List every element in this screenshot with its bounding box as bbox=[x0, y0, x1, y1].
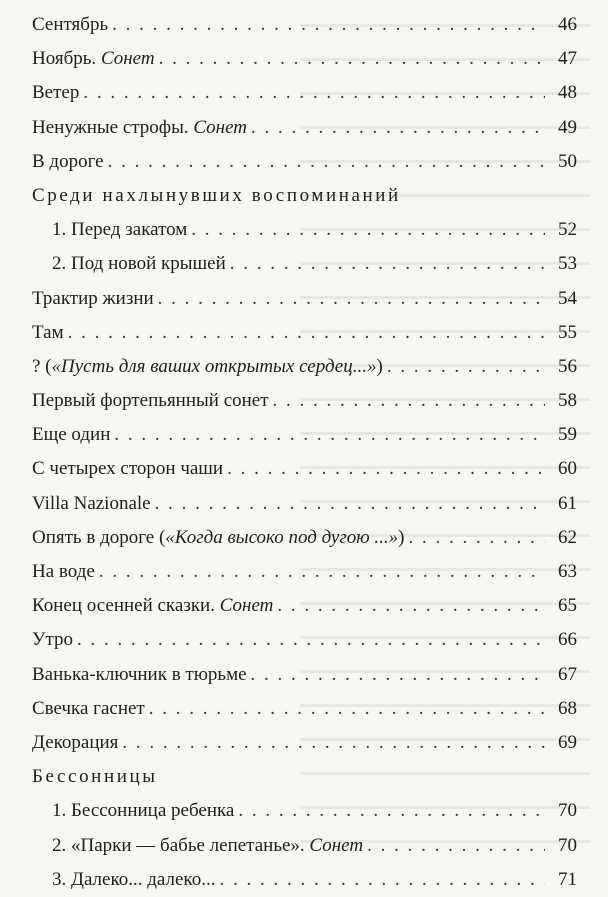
toc-leader-dots bbox=[251, 658, 545, 692]
toc-entry-title bbox=[32, 555, 95, 589]
toc-entry bbox=[32, 350, 577, 384]
toc-page-number: 70 bbox=[558, 834, 577, 856]
toc-entry bbox=[32, 247, 577, 281]
toc-entry-title bbox=[32, 8, 108, 42]
toc-entry bbox=[32, 794, 577, 828]
toc-page-number: 59 bbox=[558, 424, 577, 446]
toc-leader-dots bbox=[251, 111, 545, 145]
toc-entry-title bbox=[52, 794, 234, 828]
toc-entry bbox=[32, 623, 577, 657]
toc-entry-title-text: В дороге bbox=[32, 150, 104, 172]
toc-page-number: 61 bbox=[558, 492, 577, 514]
toc-entry-title bbox=[52, 829, 363, 863]
toc-leader-dots bbox=[122, 726, 545, 760]
toc-entry-title-text: Сентябрь bbox=[32, 14, 109, 35]
toc-leader-dots bbox=[273, 384, 545, 418]
toc-entry-title bbox=[32, 760, 158, 794]
toc-entry bbox=[32, 8, 577, 42]
toc-entry-title-text: 2. «Парки — бабье лепетанье». bbox=[52, 834, 310, 856]
toc-page-number: 48 bbox=[558, 82, 577, 104]
toc-page-number: 69 bbox=[558, 731, 577, 753]
toc-entry-title bbox=[32, 111, 247, 145]
toc-leader-dots bbox=[367, 829, 545, 863]
toc-entry-title-text: Ненужные строфы. bbox=[32, 116, 194, 138]
toc-entry bbox=[32, 282, 577, 316]
toc-leader-dots bbox=[68, 316, 545, 350]
toc-entry-title-tail: ) bbox=[376, 355, 383, 377]
toc-entry-title bbox=[32, 487, 151, 521]
toc-entry bbox=[32, 452, 577, 486]
toc-leader-dots bbox=[230, 247, 545, 281]
toc-entry bbox=[32, 487, 577, 521]
toc-entry-title bbox=[52, 247, 226, 281]
toc-entry bbox=[32, 555, 577, 589]
toc-page-number: 60 bbox=[558, 458, 577, 480]
toc-entry-title-text: Бессонницы bbox=[32, 766, 158, 788]
toc-page-number: 47 bbox=[558, 48, 577, 70]
toc-entry-title-text: С четырех сторон чаши bbox=[32, 458, 224, 480]
toc-leader-dots bbox=[108, 145, 545, 179]
toc-section-heading bbox=[32, 179, 577, 213]
toc-entry bbox=[32, 76, 577, 110]
toc-entry-title bbox=[32, 179, 401, 213]
toc-entry-title-text: Декорация bbox=[32, 731, 119, 753]
toc-entry-title bbox=[32, 623, 73, 657]
toc-entry bbox=[32, 521, 577, 555]
toc-entry bbox=[32, 589, 577, 623]
toc-entry-title bbox=[32, 658, 247, 692]
toc-entry bbox=[32, 726, 577, 760]
toc-entry-title-text: Ноябрь. bbox=[32, 48, 101, 70]
toc-entry bbox=[32, 213, 577, 247]
toc-section-heading bbox=[32, 760, 577, 794]
toc-page-number: 71 bbox=[558, 868, 577, 890]
toc-entry-title bbox=[32, 726, 118, 760]
toc-entry-title bbox=[32, 145, 104, 179]
toc-leader-dots bbox=[159, 42, 545, 76]
toc-leader-dots bbox=[83, 76, 545, 110]
toc-entry-title-italic: Сонет bbox=[193, 116, 248, 138]
toc-page-number: 67 bbox=[558, 663, 577, 685]
toc-entry-title bbox=[32, 42, 155, 76]
toc-entry-title bbox=[32, 76, 79, 110]
toc-leader-dots bbox=[409, 521, 546, 555]
toc-entry-title bbox=[32, 452, 223, 486]
toc-entry bbox=[32, 111, 577, 145]
toc-entry bbox=[32, 658, 577, 692]
toc-entry-title bbox=[32, 282, 154, 316]
toc-entry-title-text: ? ( bbox=[32, 355, 52, 377]
toc-leader-dots bbox=[227, 452, 545, 486]
toc-entry-title-text: 2. Под новой крышей bbox=[52, 253, 226, 275]
toc-page-number: 53 bbox=[558, 253, 577, 275]
toc-entry-title-italic: «Когда высоко под дугою ...» bbox=[165, 526, 399, 548]
toc-entry-title bbox=[32, 692, 145, 726]
toc-entry-title-text: Трактир жизни bbox=[32, 287, 154, 309]
toc-entry bbox=[32, 863, 577, 897]
toc-leader-dots bbox=[99, 555, 545, 589]
toc-page-number: 54 bbox=[558, 287, 577, 309]
toc-entry bbox=[32, 829, 577, 863]
toc-page-number: 62 bbox=[558, 526, 577, 548]
toc-page-number: 70 bbox=[558, 800, 577, 822]
toc-leader-dots bbox=[277, 589, 545, 623]
toc-entry-title-text: На воде bbox=[32, 561, 95, 582]
toc-entry-title-text: Ванька-ключник в тюрьме bbox=[32, 663, 247, 685]
toc-page-number: 58 bbox=[558, 390, 577, 412]
toc-entry-title-text: 1. Перед закатом bbox=[52, 219, 188, 241]
toc-page-number: 46 bbox=[558, 14, 577, 35]
toc-entry-title bbox=[32, 350, 383, 384]
toc-page-number: 68 bbox=[558, 697, 577, 719]
toc-entry-title-italic: Сонет bbox=[100, 48, 155, 70]
toc-entry-title-text: Ветер bbox=[32, 82, 80, 104]
toc-entry-title bbox=[32, 384, 269, 418]
toc-entry-title bbox=[32, 589, 273, 623]
toc-page-number: 65 bbox=[558, 595, 577, 617]
toc-entry bbox=[32, 42, 577, 76]
toc-leader-dots bbox=[219, 863, 545, 897]
toc-page-number: 49 bbox=[558, 116, 577, 138]
toc-leader-dots bbox=[112, 8, 545, 42]
toc-entry-title bbox=[32, 418, 110, 452]
table-of-contents bbox=[32, 8, 577, 897]
toc-entry-title-text: 3. Далеко... далеко... bbox=[52, 868, 216, 890]
toc-entry-title bbox=[32, 316, 64, 350]
toc-entry bbox=[32, 692, 577, 726]
toc-entry bbox=[32, 145, 577, 179]
toc-entry-title bbox=[32, 521, 405, 555]
toc-entry-title-italic: Сонет bbox=[219, 595, 274, 617]
toc-entry bbox=[32, 316, 577, 350]
toc-entry-title-text: Свечка гаснет bbox=[32, 697, 145, 719]
toc-entry-title-text: Villa Nazionale bbox=[32, 492, 151, 514]
toc-leader-dots bbox=[238, 794, 545, 828]
toc-page-number: 63 bbox=[558, 561, 577, 582]
toc-entry-title-text: Утро bbox=[32, 629, 73, 651]
toc-entry-title-italic: Сонет bbox=[309, 834, 364, 856]
toc-entry-title-text: Конец осенней сказки. bbox=[32, 595, 220, 617]
toc-page-number: 55 bbox=[558, 321, 577, 343]
toc-leader-dots bbox=[191, 213, 545, 247]
toc-leader-dots bbox=[158, 282, 545, 316]
toc-entry-title bbox=[52, 213, 187, 247]
toc-entry bbox=[32, 418, 577, 452]
toc-leader-dots bbox=[387, 350, 545, 384]
toc-page-number: 66 bbox=[558, 629, 577, 651]
toc-page-number: 52 bbox=[558, 219, 577, 241]
toc-entry-title-text: Еще один bbox=[32, 424, 111, 446]
toc-entry-title bbox=[52, 863, 215, 897]
toc-leader-dots bbox=[114, 418, 545, 452]
toc-entry-title-tail: ) bbox=[398, 526, 405, 548]
toc-page-number: 56 bbox=[558, 355, 577, 377]
toc-leader-dots bbox=[77, 623, 545, 657]
toc-entry-title-text: 1. Бессонница ребенка bbox=[52, 800, 235, 822]
toc-page-number: 50 bbox=[558, 150, 577, 172]
toc-entry-title-italic: «Пусть для ваших открытых сердец...» bbox=[51, 355, 377, 377]
toc-leader-dots bbox=[149, 692, 545, 726]
toc-entry-title-text: Первый фортепьянный сонет bbox=[32, 390, 269, 412]
toc-entry-title-text: Среди нахлынувших воспоминаний bbox=[32, 184, 401, 206]
toc-entry bbox=[32, 384, 577, 418]
toc-entry-title-text: Там bbox=[32, 321, 64, 343]
toc-leader-dots bbox=[155, 487, 545, 521]
toc-entry-title-text: Опять в дороге ( bbox=[32, 526, 166, 548]
